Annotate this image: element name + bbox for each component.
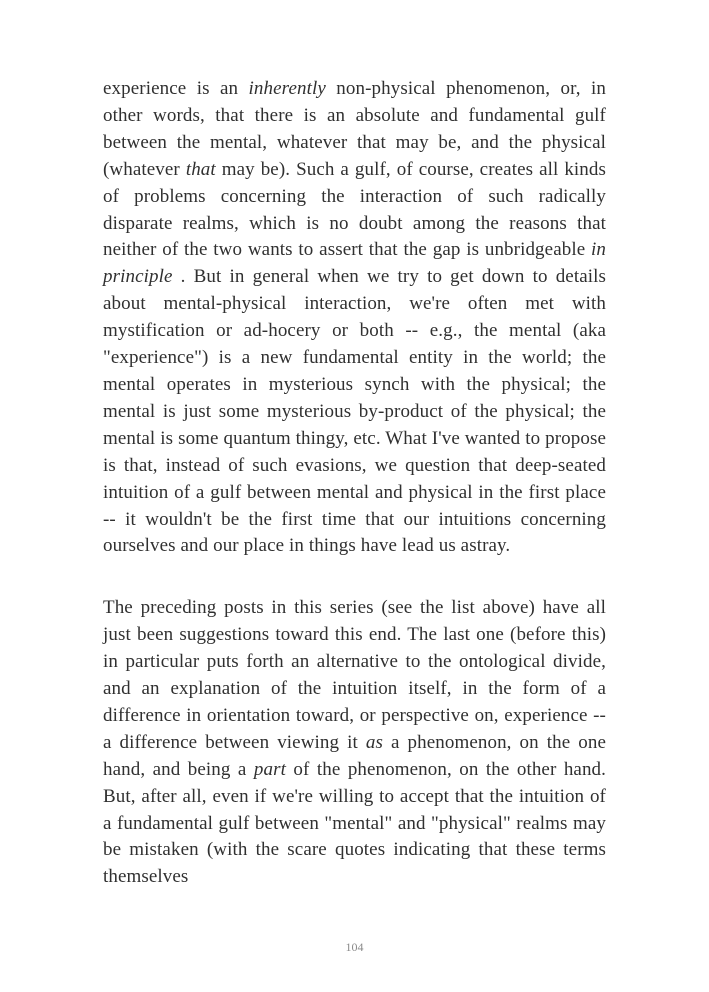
text-segment: . But in general when we try to get down to details about mental-physical interaction, we're often met with mystification or ad-hocery or both -- e.g., the mental (aka "experience") is a new fundamental entity in the world; the mental operates in mysterious synch with the physical; the mental is just some mysterious by-product of the physical; the mental is some quantum thingy, etc. What I've wanted to propose is that, instead of such evasions, we question that deep-seated intuition of a gulf between mental and physical in the first place -- it wouldn't be the first time that our intuitions concerning ourselves and our place in things have lead us astray. [103,266,606,557]
italic-text-segment: inherently [248,78,326,99]
text-segment: of the phenomenon, on the other hand. But, after all, even if we're willing to accept that the intuition of a fundamental gulf between "mental" and "physical" realms may be mistaken (with the scare quotes indicating that these terms themselves [103,758,606,888]
text-segment: The preceding posts in this series (see the list above) have all just been suggestions toward this end. The last one (before this) in particular puts forth an alternative to the ontological divide, and an explanation of the intuition itself, in the form of a difference in orientation toward, or perspective on, experience -- a difference between viewing it [103,597,606,753]
text-segment: non-physical phenomenon, or, in other words, that there is an absolute and fundamental gulf between the mental, whatever that may be, and the physical (whatever [103,78,606,180]
paragraph-2 [103,595,606,891]
paragraph-1 [103,76,606,560]
text-segment: experience is an [103,78,249,99]
italic-text-segment: part [253,758,286,780]
page-number: 104 [345,940,364,954]
italic-text-segment: as [365,731,383,753]
page-text [103,76,606,891]
text-segment: may be). Such a gulf, of course, creates all kinds of problems concerning the interaction of such radically disparate realms, which is no doubt among the reasons that neither of the two wants to assert that the gap is unbridgeable [103,158,606,261]
text-segment: a phenomenon, on the one hand, and being a [103,731,606,780]
italic-text-segment: that [185,158,216,180]
italic-text-segment: in principle [103,239,606,288]
